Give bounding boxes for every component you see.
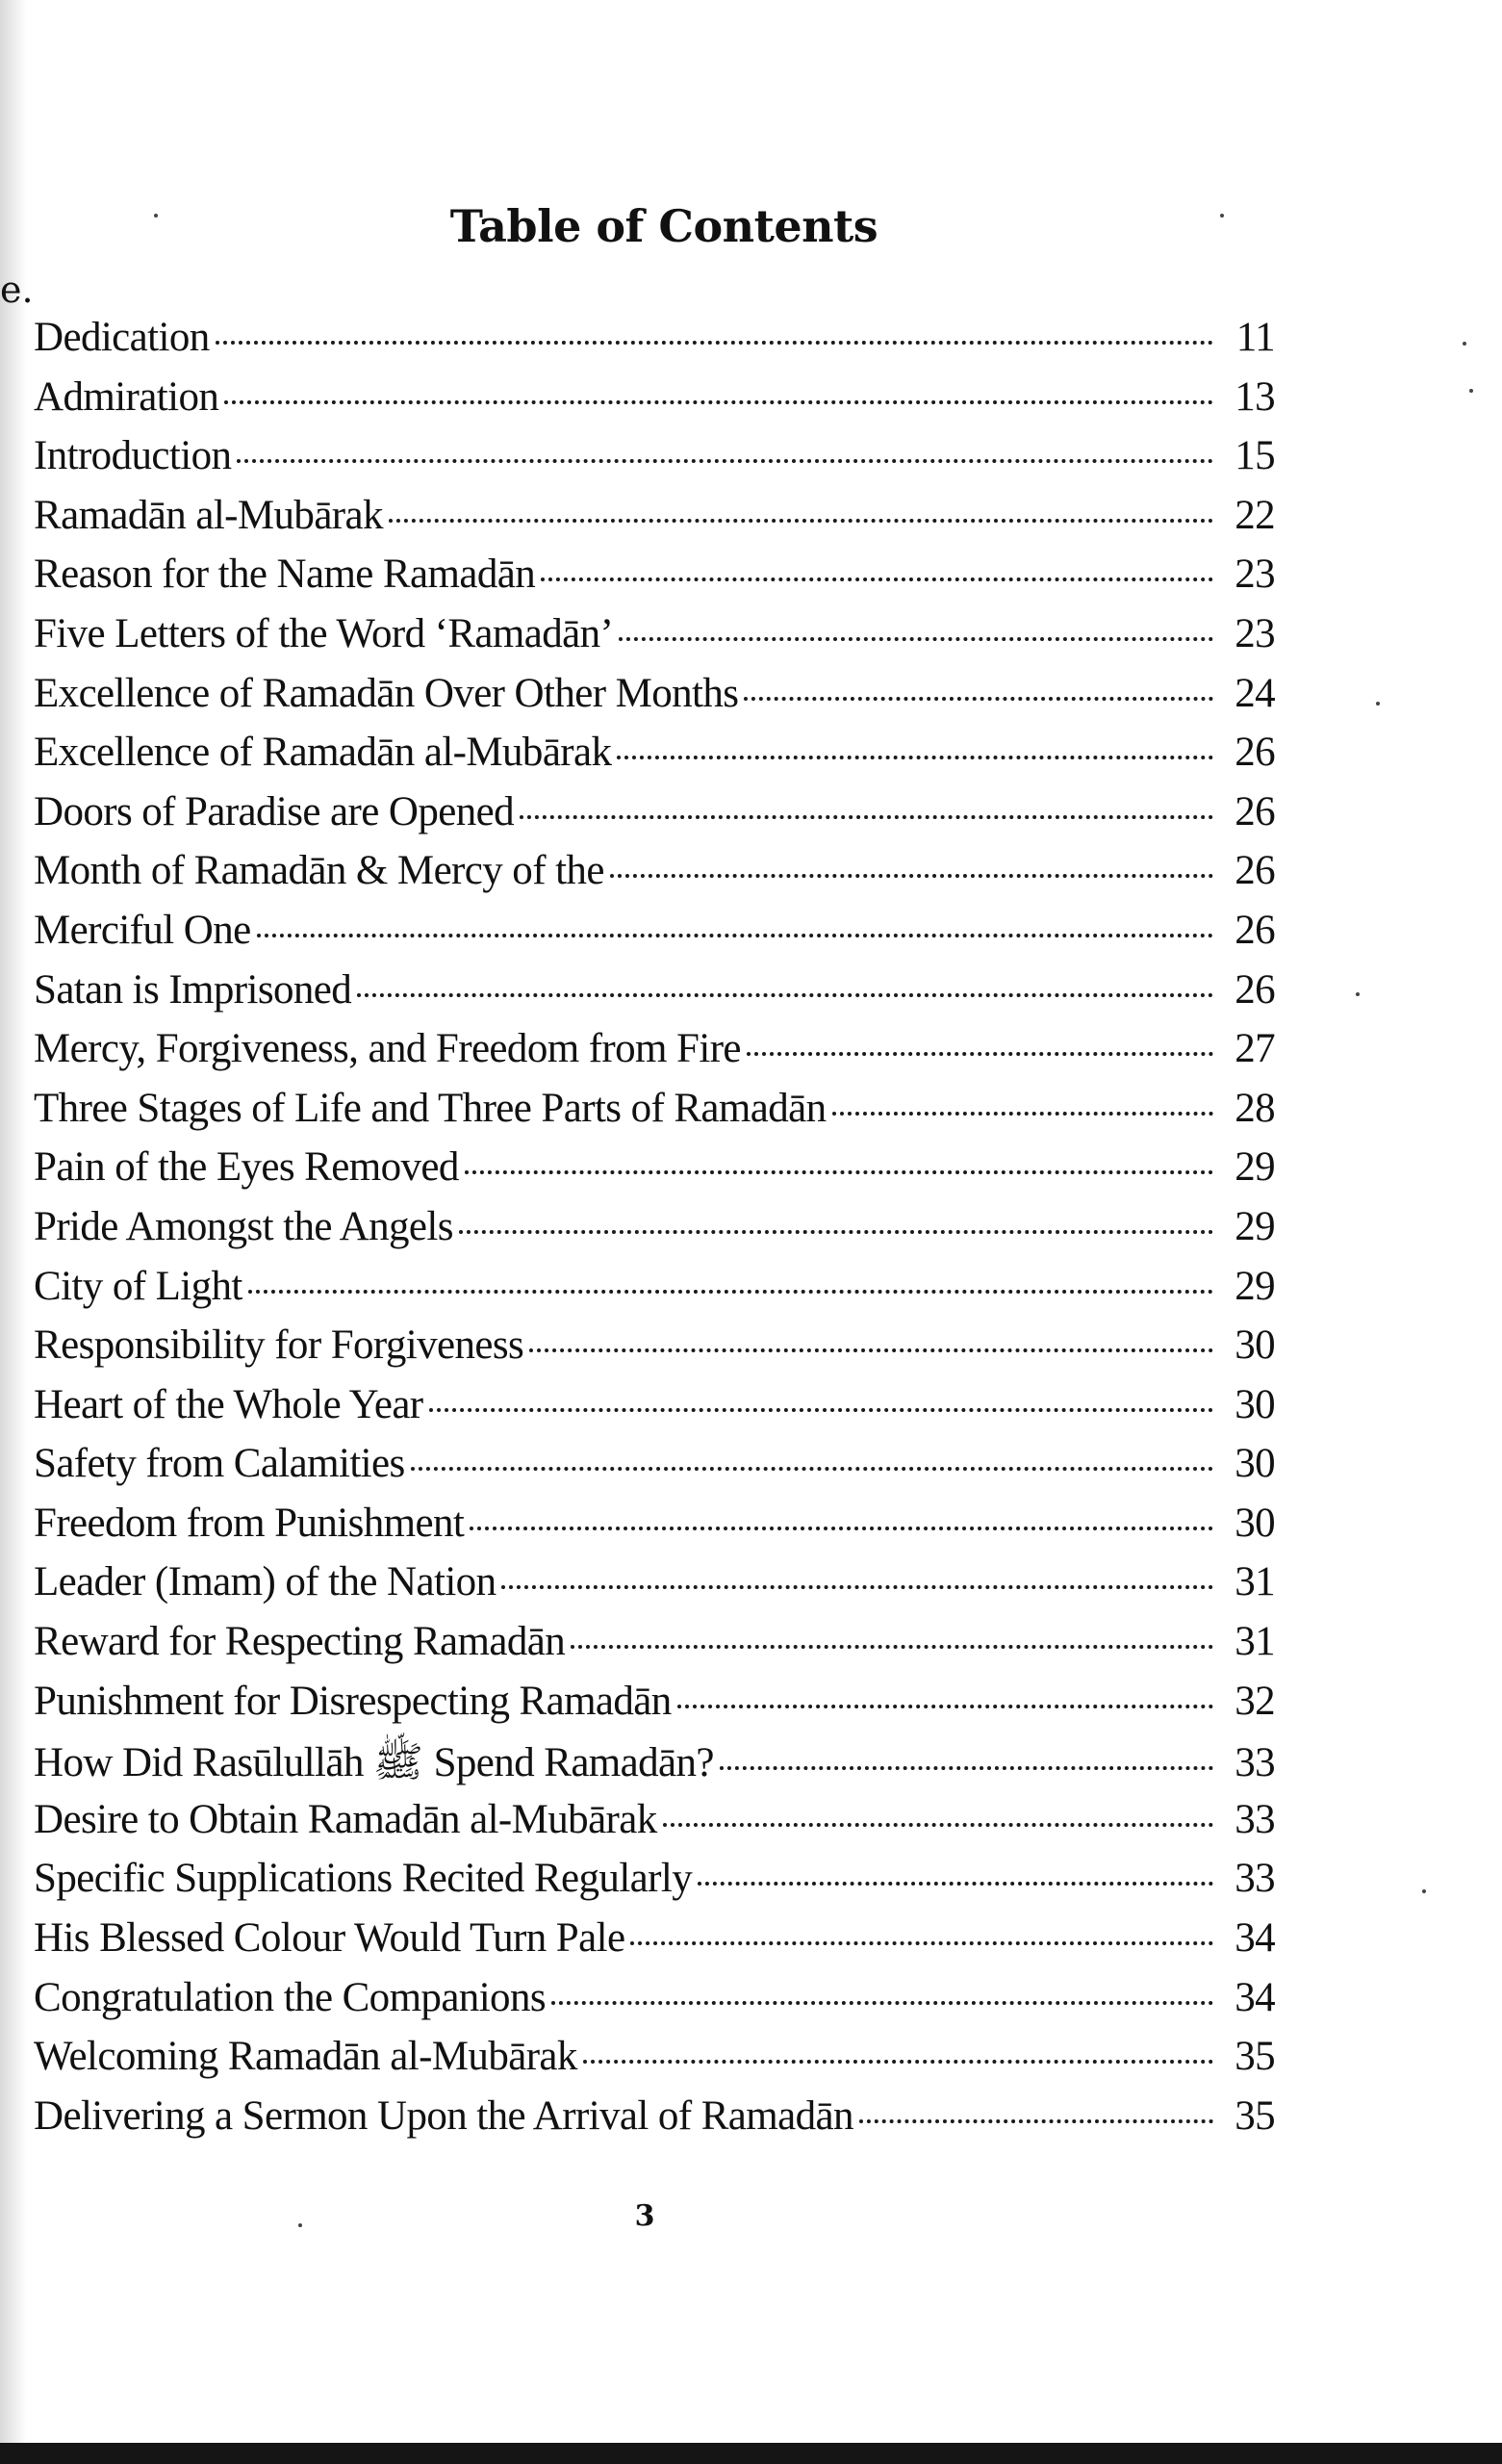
dust-speck [154, 214, 158, 218]
toc-entry-title: Punishment for Disrespecting Ramadān [34, 1678, 672, 1724]
toc-entry [34, 1678, 1275, 1737]
toc-entry-title: Welcoming Ramadān al-Mubārak [34, 2034, 577, 2080]
toc-entry [34, 2033, 1275, 2092]
toc-entry-title: Ramadān al-Mubārak [34, 492, 383, 538]
toc-entry-page: 30 [1235, 1381, 1275, 1427]
dot-leader [859, 2119, 1213, 2123]
dot-leader [583, 2060, 1213, 2064]
toc-entry-page: 26 [1235, 730, 1275, 776]
dot-leader [389, 519, 1213, 523]
toc-entry [34, 610, 1275, 670]
dust-speck [1376, 702, 1380, 706]
toc-entry [34, 788, 1275, 848]
toc-entry [34, 373, 1275, 433]
dot-leader [501, 1585, 1213, 1589]
dot-leader [237, 459, 1213, 463]
dot-leader [411, 1467, 1213, 1471]
toc-entry [34, 1855, 1275, 1914]
toc-entry [34, 670, 1275, 730]
toc-entry-page: 31 [1235, 1619, 1275, 1665]
toc-entry [34, 907, 1275, 966]
dot-leader [429, 1408, 1213, 1412]
toc-entry-page: 26 [1235, 966, 1275, 1013]
toc-entry-page: 30 [1235, 1441, 1275, 1487]
toc-entry [34, 1914, 1275, 1974]
toc-entry [34, 1500, 1275, 1559]
toc-entry-page: 34 [1235, 1915, 1275, 1962]
toc-entry-page: 22 [1235, 492, 1275, 538]
toc-entry-title: Three Stages of Life and Three Parts of Ramadān [34, 1085, 827, 1131]
toc-entry-page: 15 [1235, 433, 1275, 479]
dot-leader [248, 1290, 1213, 1294]
dot-leader [677, 1705, 1213, 1708]
toc-entry-title: Mercy, Forgiveness, and Freedom from Fire [34, 1026, 741, 1072]
dot-leader [459, 1230, 1213, 1234]
page-number: 3 [634, 2199, 655, 2233]
toc-entry-title: Excellence of Ramadān Over Other Months [34, 670, 739, 716]
toc-entry-title: Introduction [34, 433, 232, 479]
toc-entry [34, 1974, 1275, 2034]
toc-entry-title: Safety from Calamities [34, 1441, 405, 1487]
dust-speck [1463, 342, 1466, 346]
toc-entry-page: 33 [1235, 1856, 1275, 1902]
toc-entry [34, 1618, 1275, 1678]
toc-entry-page: 35 [1235, 2092, 1275, 2139]
dot-leader [832, 1112, 1213, 1116]
dot-leader [698, 1882, 1213, 1886]
toc-entry-title: Specific Supplications Recited Regularly [34, 1856, 693, 1902]
toc-entry [34, 1085, 1275, 1144]
dust-speck [1220, 214, 1224, 218]
toc-entry-title: Freedom from Punishment [34, 1500, 465, 1546]
dot-leader [470, 1527, 1213, 1530]
dust-speck [298, 2223, 302, 2227]
toc-entry-title: Excellence of Ramadān al-Mubārak [34, 730, 612, 776]
dot-leader [257, 934, 1213, 937]
dot-leader [663, 1823, 1213, 1827]
toc-entry-page: 26 [1235, 788, 1275, 834]
toc-entry-page: 33 [1235, 1796, 1275, 1842]
toc-entry [34, 1025, 1275, 1085]
toc-entry [34, 1381, 1275, 1441]
toc-entry-page: 34 [1235, 1974, 1275, 2020]
toc-entry-page: 11 [1235, 315, 1275, 360]
dot-leader [617, 756, 1213, 759]
scan-bottom-edge [0, 2443, 1502, 2464]
toc-entry-page: 27 [1235, 1026, 1275, 1072]
dot-leader [541, 578, 1213, 581]
scan-shadow-edge [0, 0, 27, 2464]
toc-entry [34, 1440, 1275, 1500]
toc-entry-title: Congratulation the Companions [34, 1974, 546, 2020]
toc-entry [34, 1558, 1275, 1618]
toc-entry [34, 492, 1275, 552]
toc-entry-title: Five Letters of the Word ‘Ramadān’ [34, 610, 614, 656]
toc-entry-title: Reward for Respecting Ramadān [34, 1619, 566, 1665]
toc-entry [34, 729, 1275, 788]
toc-entry-page: 30 [1235, 1322, 1275, 1369]
toc-entry-page: 29 [1235, 1203, 1275, 1249]
dust-speck [1422, 1889, 1426, 1893]
toc-entry-page: 31 [1235, 1559, 1275, 1605]
toc-entry [34, 2092, 1275, 2152]
dot-leader [720, 1766, 1213, 1770]
dust-speck [1356, 992, 1360, 996]
dot-leader [551, 2001, 1213, 2005]
dot-leader [571, 1645, 1213, 1649]
dot-leader [744, 697, 1213, 701]
toc-entry-page: 29 [1235, 1263, 1275, 1309]
toc-entry [34, 1263, 1275, 1322]
toc-entry-title: Reason for the Name Ramadān [34, 552, 536, 598]
toc-entry-title: Pain of the Eyes Removed [34, 1144, 459, 1191]
toc-entry-title: Pride Amongst the Angels [34, 1203, 453, 1249]
toc-entry-title: City of Light [34, 1263, 242, 1309]
dot-leader [465, 1170, 1213, 1174]
toc-entry [34, 1143, 1275, 1203]
dot-leader [224, 400, 1213, 404]
toc-entry-title: Leader (Imam) of the Nation [34, 1559, 496, 1605]
dot-leader [520, 815, 1213, 819]
dot-leader [619, 637, 1213, 641]
table-of-contents [34, 314, 1275, 2151]
toc-entry [34, 1736, 1275, 1796]
dust-speck [1469, 389, 1473, 393]
dot-leader [357, 993, 1213, 997]
toc-entry [34, 966, 1275, 1026]
toc-entry-title: Admiration [34, 373, 219, 420]
toc-entry-title: Dedication [34, 315, 210, 360]
toc-entry-page: 13 [1235, 373, 1275, 420]
toc-entry [34, 314, 1275, 373]
toc-entry-title: Merciful One [34, 907, 251, 953]
dot-leader [630, 1941, 1213, 1945]
toc-entry-page: 35 [1235, 2034, 1275, 2080]
toc-entry-title: Satan is Imprisoned [34, 966, 352, 1013]
toc-entry-page: 26 [1235, 848, 1275, 894]
toc-entry-title: Doors of Paradise are Opened [34, 788, 515, 834]
toc-entry-page: 32 [1235, 1678, 1275, 1724]
toc-entry-title: Responsibility for Forgiveness [34, 1322, 524, 1369]
toc-entry-title: How Did Rasūlullāh ﷺ Spend Ramadān? [34, 1740, 714, 1786]
toc-entry-title: Heart of the Whole Year [34, 1381, 423, 1427]
toc-entry [34, 1203, 1275, 1263]
toc-entry-page: 29 [1235, 1144, 1275, 1191]
dot-leader [747, 1052, 1213, 1056]
dot-leader [610, 874, 1213, 878]
dot-leader [216, 341, 1213, 345]
toc-entry-page: 23 [1235, 610, 1275, 656]
toc-entry-page: 30 [1235, 1500, 1275, 1546]
toc-entry-page: 28 [1235, 1085, 1275, 1131]
toc-entry [34, 847, 1275, 907]
toc-entry-title: His Blessed Colour Would Turn Pale [34, 1915, 625, 1962]
toc-entry [34, 1796, 1275, 1856]
toc-entry-page: 24 [1235, 670, 1275, 716]
toc-entry-page: 23 [1235, 552, 1275, 598]
toc-entry-page: 26 [1235, 907, 1275, 953]
toc-entry-title: Month of Ramadān & Mercy of the [34, 848, 604, 894]
toc-entry-title: Desire to Obtain Ramadān al-Mubārak [34, 1796, 657, 1842]
toc-entry-title: Delivering a Sermon Upon the Arrival of Ramadān [34, 2092, 853, 2139]
toc-entry [34, 432, 1275, 492]
toc-entry [34, 1322, 1275, 1381]
toc-entry-page: 33 [1235, 1740, 1275, 1786]
page-title: Table of Contents [449, 200, 878, 252]
bleed-through-text: e. [0, 269, 34, 311]
dot-leader [529, 1348, 1213, 1352]
toc-entry [34, 551, 1275, 610]
